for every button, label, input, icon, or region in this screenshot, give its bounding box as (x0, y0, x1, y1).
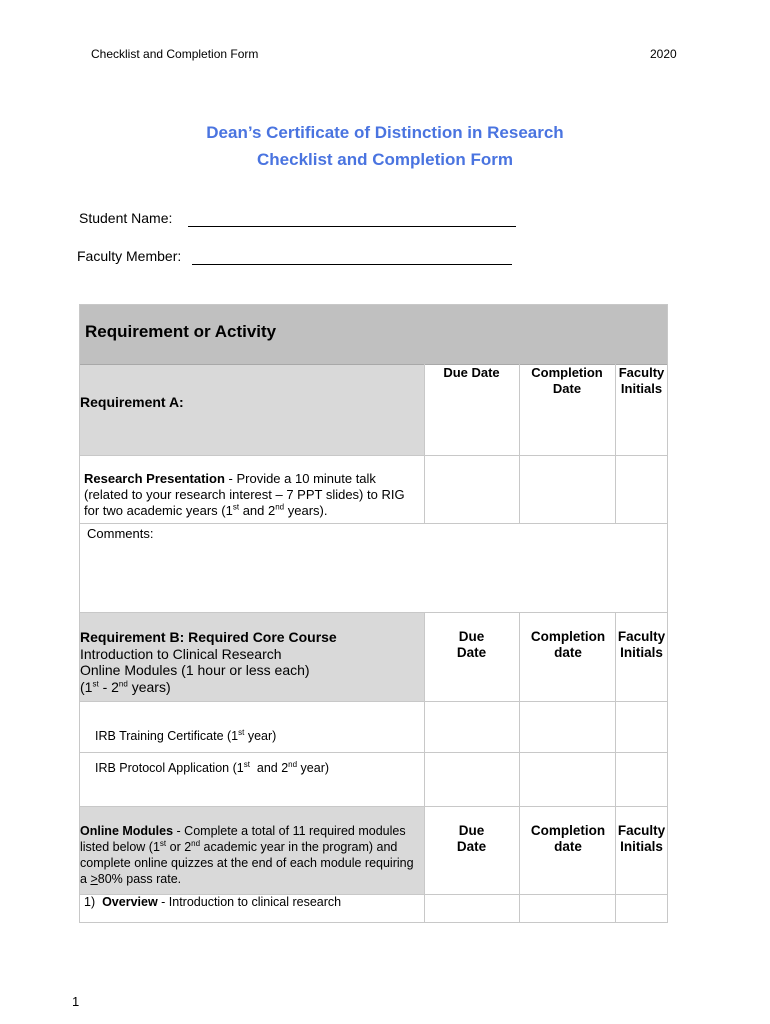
req-b-header-text: Requirement B: Required Core Course Introduction to Clinical Research Online Modules (1 hour or less each) (1st - 2nd years) (80, 629, 337, 695)
module-item-1: 1) Overview - Introduction to clinical research (84, 895, 342, 909)
comments-field[interactable] (80, 545, 666, 611)
research-presentation-text: Research Presentation - Provide a 10 minute talk (related to your research interest – 7 PPT slides) to RIG for two academic years (1st and 2nd years). (84, 471, 405, 518)
req-a-completion-header: Completion Date (531, 365, 603, 396)
online-modules-text: Online Modules - Complete a total of 11 required modules listed below (1st or 2nd academic year in the program) and complete online quizzes at the end of each module requiring a >80% pass rate. (80, 824, 414, 886)
req-a-label: Requirement A: (80, 394, 184, 410)
req-a-due-date-header: Due Date (443, 365, 500, 380)
faculty-member-line[interactable] (192, 264, 512, 265)
req-a-initials-header: Faculty Initials (618, 365, 665, 396)
irb-training-certificate: IRB Training Certificate (1st year) (95, 727, 277, 743)
student-name-line[interactable] (188, 226, 516, 227)
irb-protocol-application: IRB Protocol Application (1st and 2nd year) (95, 759, 330, 775)
modules-initials-header: Faculty Initials (617, 823, 666, 854)
header-left: Checklist and Completion Form (91, 47, 259, 61)
comments-label: Comments: (87, 526, 154, 541)
student-name-label: Student Name: (79, 210, 173, 226)
faculty-member-label: Faculty Member: (77, 248, 182, 264)
req-b-initials-header: Faculty Initials (617, 629, 666, 660)
header-right: 2020 (650, 47, 677, 61)
title-line-1: Dean’s Certificate of Distinction in Research (206, 123, 564, 142)
page-number: 1 (72, 994, 80, 1009)
modules-completion-header: Completion date (530, 823, 606, 854)
req-b-completion-header: Completion date (530, 629, 606, 660)
req-b-due-date-header: Due Date (456, 629, 487, 660)
modules-due-date-header: Due Date (456, 823, 487, 854)
title-line-2: Checklist and Completion Form (257, 150, 513, 169)
table-heading: Requirement or Activity (85, 322, 277, 341)
